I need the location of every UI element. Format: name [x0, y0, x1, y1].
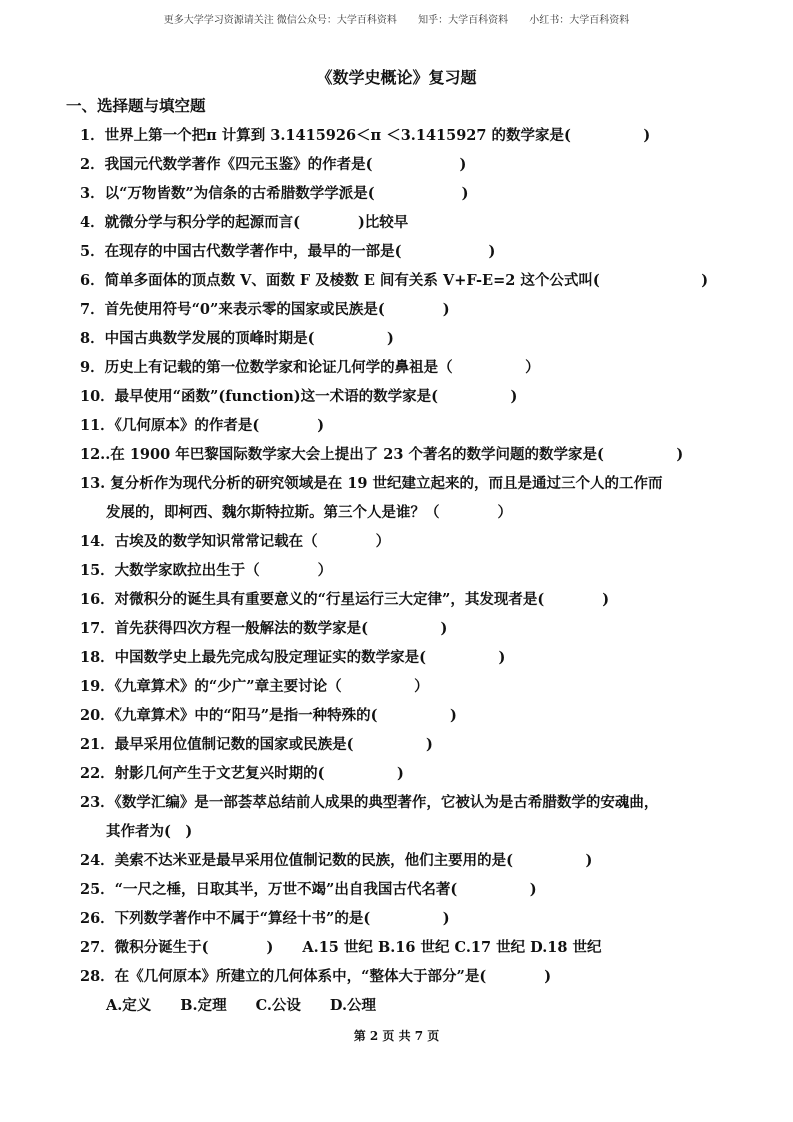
question-26: 26．下列数学著作中不属于“算经十书”的是( ) — [80, 910, 450, 927]
question-list — [80, 121, 740, 1020]
question-23-line-1: 23．《数学汇编》是一部荟萃总结前人成果的典型著作，它被认为是古希腊数学的安魂曲， — [80, 794, 659, 811]
question-20: 20．《九章算术》中的“阳马”是指一种特殊的( ) — [80, 707, 457, 724]
question-17: 17．首先获得四次方程一般解法的数学家是( ) — [80, 620, 448, 637]
question-18: 18．中国数学史上最先完成勾股定理证实的数学家是( ) — [80, 649, 506, 666]
question-2: 2．我国元代数学著作《四元玉鉴》的作者是( ) — [80, 156, 467, 173]
question-16: 16．对微积分的诞生具有重要意义的“行星运行三大定律”，其发现者是( ) — [80, 591, 610, 608]
question-22: 22．射影几何产生于文艺复兴时期的( ) — [80, 765, 404, 782]
header-text-wechat: 更多大学学习资源请关注 微信公众号：大学百科资料 — [163, 15, 397, 26]
question-24: 24．美索不达米亚是最早采用位值制记数的民族，他们主要用的是( ) — [80, 852, 593, 869]
question-3: 3．以“万物皆数”为信条的古希腊数学学派是( ) — [80, 185, 469, 202]
question-8: 8．中国古典数学发展的顶峰时期是( ) — [80, 330, 394, 347]
question-9: 9．历史上有记载的第一位数学家和论证几何学的鼻祖是（ ） — [80, 359, 540, 376]
page-header — [0, 11, 793, 26]
question-13 — [80, 469, 740, 527]
header-text-zhihu: 知乎：大学百科资料 — [418, 15, 509, 26]
question-12: 12..在 1900 年巴黎国际数学家大会上提出了 23 个著名的数学问题的数学家是( ) — [80, 446, 684, 463]
question-28-options: A.定义 B.定理 C.公设 D.公理 — [106, 997, 377, 1014]
question-13-line-2: 发展的，即柯西、魏尔斯特拉斯。第三个人是谁？（ ） — [106, 504, 512, 521]
question-10: 10．最早使用“函数”(function)这一术语的数学家是( ) — [80, 388, 518, 405]
question-15: 15．大数学家欧拉出生于（ ） — [80, 562, 333, 579]
section-title: 一、选择题与填空题 — [66, 96, 206, 115]
question-21: 21．最早采用位值制记数的国家或民族是( ) — [80, 736, 433, 753]
document-title: 《数学史概论》复习题 — [316, 68, 477, 87]
question-14: 14．古埃及的数学知识常常记载在（ ） — [80, 533, 391, 550]
question-23 — [80, 788, 740, 846]
question-5: 5．在现存的中国古代数学著作中，最早的一部是( ) — [80, 243, 496, 260]
question-4: 4．就微分学与积分学的起源而言( )比较早 — [80, 214, 409, 231]
question-7: 7．首先使用符号“0”来表示零的国家或民族是( ) — [80, 301, 450, 318]
question-6: 6．简单多面体的顶点数 V、面数 F 及棱数 E 间有关系 V+F-E=2 这个公式叫( ) — [80, 272, 709, 289]
header-text-xiaohongshu: 小红书：大学百科资料 — [529, 15, 630, 26]
page-number: 第 2 页 共 7 页 — [353, 1029, 440, 1043]
question-11: 11．《几何原本》的作者是( ) — [80, 417, 325, 434]
question-23-line-2: 其作者为( ) — [106, 823, 193, 840]
question-1: 1．世界上第一个把π 计算到 3.1415926＜π ＜3.1415927 的数学家是( ) — [80, 127, 651, 144]
question-25: 25．“一尺之棰，日取其半，万世不竭”出自我国古代名著( ) — [80, 881, 537, 898]
question-13-line-1: 13. 复分析作为现代分析的研究领域是在 19 世纪建立起来的，而且是通过三个人的工作而 — [80, 475, 663, 492]
question-19: 19．《九章算术》的“少广”章主要讨论（ ） — [80, 678, 429, 695]
question-27: 27．微积分诞生于( ) A.15 世纪 B.16 世纪 C.17 世纪 D.18 世纪 — [80, 939, 602, 956]
question-28: 28．在《几何原本》所建立的几何体系中，“整体大于部分”是( ) — [80, 968, 552, 985]
